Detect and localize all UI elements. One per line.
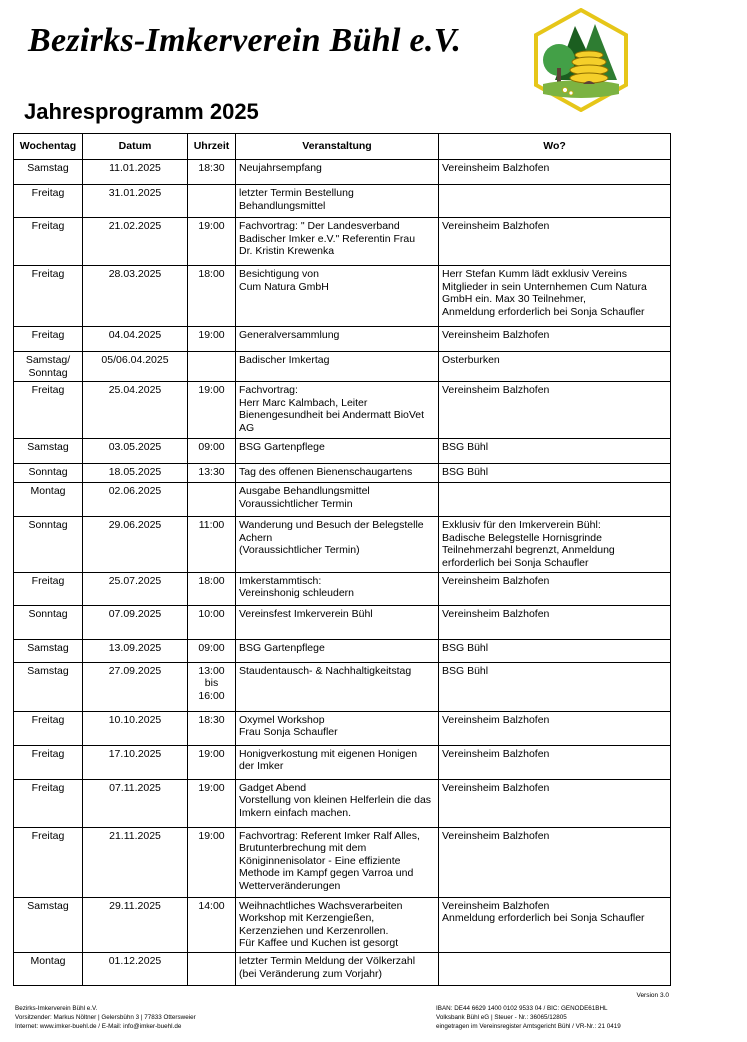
cell-text: Königinnenisolator - Eine effiziente <box>239 854 401 867</box>
cell-text: letzter Termin Meldung der Völkerzahl <box>239 954 416 967</box>
cell-text: 01.12.2025 <box>108 954 162 967</box>
weekday-cell <box>14 218 83 266</box>
cell-text: 18.05.2025 <box>108 466 162 479</box>
event-cell <box>236 266 439 327</box>
cell-text: Vereinsheim Balzhofen <box>442 899 550 912</box>
cell-text: Vereinshonig schleudern <box>239 587 354 600</box>
event-cell <box>236 382 439 439</box>
table-row <box>14 439 671 464</box>
footer-line: eingetragen im Vereinsregister Amtsgericht Bühl / VR-Nr.: 21 0419 <box>436 1023 621 1030</box>
event-cell <box>236 160 439 185</box>
location-cell <box>439 517 671 572</box>
cell-text: Anmeldung erforderlich bei Sonja Schaufler <box>442 912 645 925</box>
table-row <box>14 745 671 779</box>
cell-text: (bei Veränderung zum Vorjahr) <box>239 967 382 980</box>
time-cell <box>188 662 236 711</box>
location-cell <box>439 483 671 517</box>
time-cell <box>188 572 236 605</box>
cell-text: Exklusiv für den Imkerverein Bühl: <box>442 519 601 532</box>
cell-text: 02.06.2025 <box>108 485 162 498</box>
cell-text: Osterburken <box>442 354 500 366</box>
time-cell <box>188 517 236 572</box>
cell-text: Vereinsheim Balzhofen <box>442 713 550 726</box>
cell-text: 19:00 <box>198 329 225 341</box>
event-cell <box>236 572 439 605</box>
table-row <box>14 218 671 266</box>
cell-text: Fachvortrag: Referent Imker Ralf Alles, <box>239 829 420 842</box>
cell-text: 10:00 <box>198 607 225 620</box>
cell-text: 21.11.2025 <box>109 829 161 842</box>
cell-text: 28.03.2025 <box>108 268 162 280</box>
program-table-body <box>14 160 671 986</box>
version-label: Version 3.0 <box>636 992 669 999</box>
cell-text: BSG Bühl <box>442 641 489 654</box>
weekday-cell <box>14 352 83 382</box>
location-cell <box>439 185 671 218</box>
cell-text: Samstag <box>27 162 69 174</box>
cell-text: Cum Natura GmbH <box>239 280 329 293</box>
event-cell <box>236 185 439 218</box>
cell-text: Voraussichtlicher Termin <box>239 497 353 510</box>
time-cell <box>188 352 236 382</box>
cell-text: Freitag <box>31 329 65 341</box>
date-cell <box>83 897 188 952</box>
date-cell <box>83 517 188 572</box>
cell-text: 07.09.2025 <box>108 607 162 620</box>
cell-text: Tag des offenen Bienenschaugartens <box>239 466 413 479</box>
date-cell <box>83 483 188 517</box>
cell-text: Sonntag <box>28 466 68 479</box>
weekday-cell <box>14 639 83 662</box>
date-cell <box>83 185 188 218</box>
cell-text: 13:00 <box>198 664 225 677</box>
event-cell <box>236 439 439 464</box>
cell-text: 18:30 <box>198 162 225 174</box>
cell-text: Freitag <box>31 781 65 794</box>
event-cell <box>236 662 439 711</box>
date-cell <box>83 745 188 779</box>
cell-text: 19:00 <box>198 747 225 760</box>
table-row <box>14 827 671 897</box>
time-cell <box>188 779 236 827</box>
date-cell <box>83 382 188 439</box>
event-cell <box>236 605 439 639</box>
cell-text: 13.09.2025 <box>108 641 162 654</box>
time-cell <box>188 439 236 464</box>
date-cell <box>83 662 188 711</box>
cell-text: Oxymel Workshop <box>239 713 325 726</box>
beekeeper-logo-icon <box>529 8 633 112</box>
location-cell <box>439 779 671 827</box>
footer-line: Bezirks-Imkerverein Bühl e.V. <box>15 1005 98 1012</box>
weekday-cell <box>14 897 83 952</box>
cell-text: Vereinsheim Balzhofen <box>442 747 550 760</box>
time-cell <box>188 639 236 662</box>
cell-text: Freitag <box>31 384 65 397</box>
date-cell <box>83 827 188 897</box>
cell-text: Freitag <box>31 747 65 760</box>
location-cell <box>439 266 671 327</box>
cell-text: Generalversammlung <box>239 329 340 341</box>
cell-text: Vereinsfest Imkerverein Bühl <box>239 607 373 620</box>
location-cell <box>439 160 671 185</box>
cell-text: BSG Bühl <box>442 466 489 479</box>
location-cell <box>439 952 671 985</box>
table-row <box>14 605 671 639</box>
date-cell <box>83 711 188 745</box>
cell-text: Sonntag <box>28 519 68 532</box>
cell-text: 18:00 <box>198 574 225 587</box>
cell-text: erforderlich bei Sonja Schaufler <box>442 556 589 569</box>
event-cell <box>236 639 439 662</box>
weekday-cell <box>14 185 83 218</box>
date-cell <box>83 160 188 185</box>
cell-text: 09:00 <box>198 441 225 454</box>
cell-text: Vereinsheim Balzhofen <box>442 384 550 397</box>
table-row <box>14 517 671 572</box>
cell-text: 31.01.2025 <box>108 187 162 199</box>
time-cell <box>188 160 236 185</box>
time-cell <box>188 185 236 218</box>
cell-text: 10.10.2025 <box>108 713 162 726</box>
event-cell <box>236 779 439 827</box>
cell-text: 19:00 <box>198 384 225 397</box>
weekday-cell <box>14 266 83 327</box>
cell-text: Vereinsheim Balzhofen <box>442 829 550 842</box>
weekday-cell <box>14 439 83 464</box>
cell-text: Achern <box>239 531 273 544</box>
event-cell <box>236 897 439 952</box>
event-cell <box>236 517 439 572</box>
cell-text: Workshop mit Kerzengießen, <box>239 912 375 925</box>
table-row <box>14 662 671 711</box>
location-cell <box>439 639 671 662</box>
table-row <box>14 779 671 827</box>
time-cell <box>188 952 236 985</box>
time-cell <box>188 266 236 327</box>
table-row <box>14 639 671 662</box>
cell-text: Badische Belegstelle Hornisgrinde <box>442 531 602 544</box>
time-cell <box>188 897 236 952</box>
cell-text: Imkern einfach machen. <box>239 806 352 819</box>
event-cell <box>236 327 439 352</box>
cell-text: BSG Bühl <box>442 441 489 454</box>
date-cell <box>83 779 188 827</box>
cell-text: Freitag <box>31 268 65 280</box>
date-cell <box>83 952 188 985</box>
weekday-cell <box>14 517 83 572</box>
weekday-cell <box>14 745 83 779</box>
event-cell <box>236 952 439 985</box>
footer-association-info <box>15 1004 196 1031</box>
location-cell <box>439 605 671 639</box>
weekday-cell <box>14 327 83 352</box>
date-cell <box>83 352 188 382</box>
cell-text: Herr Marc Kalmbach, Leiter <box>239 396 368 409</box>
time-cell <box>188 745 236 779</box>
table-row <box>14 266 671 327</box>
weekday-cell <box>14 605 83 639</box>
table-row <box>14 327 671 352</box>
location-cell <box>439 218 671 266</box>
cell-text: Fachvortrag: " Der Landesverband <box>239 220 400 232</box>
cell-text: Für Kaffee und Kuchen ist gesorgt <box>239 937 399 950</box>
table-row <box>14 352 671 382</box>
location-cell <box>439 897 671 952</box>
time-cell <box>188 464 236 483</box>
footer-line: IBAN: DE44 6629 1400 0102 9533 04 / BIC: GENODE61BHL <box>436 1005 608 1012</box>
location-cell <box>439 352 671 382</box>
cell-text: Sonntag <box>28 607 68 620</box>
cell-text: 16:00 <box>198 689 225 702</box>
cell-text: letzter Termin Bestellung <box>239 187 354 199</box>
table-row <box>14 382 671 439</box>
weekday-cell <box>14 827 83 897</box>
cell-text: Bienengesundheit bei Andermatt BioVet <box>239 409 425 422</box>
cell-text: Vereinsheim Balzhofen <box>442 220 550 232</box>
time-cell <box>188 218 236 266</box>
location-cell <box>439 711 671 745</box>
cell-text: 18:00 <box>198 268 225 280</box>
column-header-weekday: Wochentag <box>14 134 83 160</box>
table-row <box>14 572 671 605</box>
cell-text: Herr Stefan Kumm lädt exklusiv Vereins <box>442 268 627 280</box>
cell-text: Brutunterbrechung mit dem <box>239 842 367 855</box>
cell-text: Honigverkostung mit eigenen Honigen <box>239 747 418 760</box>
time-cell <box>188 483 236 517</box>
cell-text: Besichtigung von <box>239 268 319 280</box>
cell-text: Wetterveränderungen <box>239 879 341 892</box>
cell-text: 18:30 <box>198 713 225 726</box>
cell-text: bis <box>204 677 219 690</box>
event-cell <box>236 711 439 745</box>
cell-text: AG <box>239 421 255 434</box>
cell-text: Samstag <box>27 899 69 912</box>
cell-text: Neujahrsempfang <box>239 162 322 174</box>
column-header-time: Uhrzeit <box>188 134 236 160</box>
cell-text: Sonntag <box>28 366 68 379</box>
program-table <box>13 133 671 986</box>
weekday-cell <box>14 572 83 605</box>
location-cell <box>439 572 671 605</box>
cell-text: BSG Gartenpflege <box>239 641 325 654</box>
cell-text: 27.09.2025 <box>108 664 162 677</box>
date-cell <box>83 327 188 352</box>
cell-text: 05/06.04.2025 <box>101 354 169 366</box>
weekday-cell <box>14 464 83 483</box>
table-row <box>14 952 671 985</box>
column-header-date: Datum <box>83 134 188 160</box>
table-row <box>14 464 671 483</box>
cell-text: Freitag <box>31 574 65 587</box>
cell-text: Vereinsheim Balzhofen <box>442 574 550 587</box>
event-cell <box>236 218 439 266</box>
event-cell <box>236 827 439 897</box>
cell-text: Samstag <box>27 664 69 677</box>
cell-text: 29.11.2025 <box>109 899 161 912</box>
table-row <box>14 711 671 745</box>
location-cell <box>439 464 671 483</box>
cell-text: 19:00 <box>198 220 225 232</box>
cell-text: Wanderung und Besuch der Belegstelle <box>239 519 424 532</box>
date-cell <box>83 572 188 605</box>
table-header-row <box>14 134 671 160</box>
cell-text: BSG Bühl <box>442 664 489 677</box>
cell-text: Montag <box>30 485 66 498</box>
cell-text: Dr. Kristin Krewenka <box>239 245 335 258</box>
cell-text: Freitag <box>31 187 65 199</box>
cell-text: GmbH ein. Max 30 Teilnehmer, <box>442 293 586 306</box>
cell-text: 21.02.2025 <box>108 220 162 232</box>
program-title: Jahresprogramm 2025 <box>24 99 259 124</box>
time-cell <box>188 711 236 745</box>
location-cell <box>439 382 671 439</box>
cell-text: Vorstellung von kleinen Helferlein die das <box>239 794 432 807</box>
cell-text: Anmeldung erforderlich bei Sonja Schaufler <box>442 305 645 318</box>
date-cell <box>83 218 188 266</box>
footer-line: Vorsitzender: Markus Nöltner | Gelersbühn 3 | 77833 Ottersweier <box>15 1014 196 1021</box>
location-cell <box>439 662 671 711</box>
time-cell <box>188 382 236 439</box>
footer-bank-info <box>436 1004 621 1031</box>
footer-line: Volksbank Bühl eG | Steuer - Nr.: 36065/12805 <box>436 1014 567 1021</box>
footer-line: Internet: www.imker-buehl.de / E-Mail: info@imker-buehl.de <box>15 1023 182 1030</box>
cell-text: 07.11.2025 <box>109 781 161 794</box>
cell-text: Ausgabe Behandlungsmittel <box>239 485 370 498</box>
cell-text: 17.10.2025 <box>108 747 162 760</box>
date-cell <box>83 639 188 662</box>
cell-text: Methode im Kampf gegen Varroa und <box>239 867 414 880</box>
cell-text: Samstag <box>27 441 69 454</box>
weekday-cell <box>14 483 83 517</box>
column-header-event: Veranstaltung <box>236 134 439 160</box>
cell-text: der Imker <box>239 760 284 773</box>
weekday-cell <box>14 662 83 711</box>
cell-text: 25.04.2025 <box>108 384 162 397</box>
cell-text: Freitag <box>31 713 65 726</box>
cell-text: Badischer Imkertag <box>239 354 330 366</box>
time-cell <box>188 327 236 352</box>
location-cell <box>439 827 671 897</box>
table-row <box>14 185 671 218</box>
cell-text: 13:30 <box>198 466 225 479</box>
cell-text: Freitag <box>31 220 65 232</box>
cell-text: Mitglieder in sein Unternhemen Cum Natura <box>442 280 647 293</box>
table-row <box>14 897 671 952</box>
cell-text: 04.04.2025 <box>108 329 162 341</box>
cell-text: Fachvortrag: <box>239 384 298 397</box>
location-cell <box>439 439 671 464</box>
date-cell <box>83 605 188 639</box>
cell-text: Frau Sonja Schaufler <box>239 726 338 739</box>
weekday-cell <box>14 160 83 185</box>
cell-text: 09:00 <box>198 641 225 654</box>
cell-text: 11.01.2025 <box>109 162 161 174</box>
weekday-cell <box>14 952 83 985</box>
cell-text: Gadget Abend <box>239 781 307 794</box>
cell-text: 19:00 <box>198 781 225 794</box>
cell-text: Imkerstammtisch: <box>239 574 322 587</box>
time-cell <box>188 827 236 897</box>
time-cell <box>188 605 236 639</box>
date-cell <box>83 464 188 483</box>
weekday-cell <box>14 382 83 439</box>
cell-text: BSG Gartenpflege <box>239 441 325 454</box>
cell-text: Behandlungsmittel <box>239 199 326 212</box>
column-header-location: Wo? <box>439 134 671 160</box>
event-cell <box>236 464 439 483</box>
cell-text: Teilnehmerzahl begrenzt, Anmeldung <box>442 544 615 557</box>
cell-text: Staudentausch- & Nachhaltigkeitstag <box>239 664 412 677</box>
location-cell <box>439 327 671 352</box>
cell-text: Samstag <box>27 641 69 654</box>
cell-text: 03.05.2025 <box>108 441 162 454</box>
cell-text: 14:00 <box>198 899 225 912</box>
cell-text: 19:00 <box>198 829 225 842</box>
cell-text: 25.07.2025 <box>108 574 162 587</box>
cell-text: Samstag/ <box>25 354 71 366</box>
cell-text: 11:00 <box>198 519 225 532</box>
organization-title: Bezirks-Imkerverein Bühl e.V. <box>28 22 462 59</box>
date-cell <box>83 439 188 464</box>
event-cell <box>236 483 439 517</box>
cell-text: (Voraussichtlicher Termin) <box>239 544 360 557</box>
cell-text: Kerzenziehen und Kerzenrollen. <box>239 924 389 937</box>
weekday-cell <box>14 779 83 827</box>
cell-text: Weihnachtliches Wachsverarbeiten <box>239 899 403 912</box>
cell-text: Vereinsheim Balzhofen <box>442 781 550 794</box>
event-cell <box>236 745 439 779</box>
date-cell <box>83 266 188 327</box>
table-row <box>14 483 671 517</box>
cell-text: Vereinsheim Balzhofen <box>442 607 550 620</box>
cell-text: Freitag <box>31 829 65 842</box>
cell-text: Vereinsheim Balzhofen <box>442 329 550 341</box>
cell-text: Montag <box>30 954 66 967</box>
table-row <box>14 160 671 185</box>
location-cell <box>439 745 671 779</box>
cell-text: Badischer Imker e.V." Referentin Frau <box>239 232 416 245</box>
event-cell <box>236 352 439 382</box>
cell-text: 29.06.2025 <box>108 519 162 532</box>
weekday-cell <box>14 711 83 745</box>
cell-text: Vereinsheim Balzhofen <box>442 162 550 174</box>
